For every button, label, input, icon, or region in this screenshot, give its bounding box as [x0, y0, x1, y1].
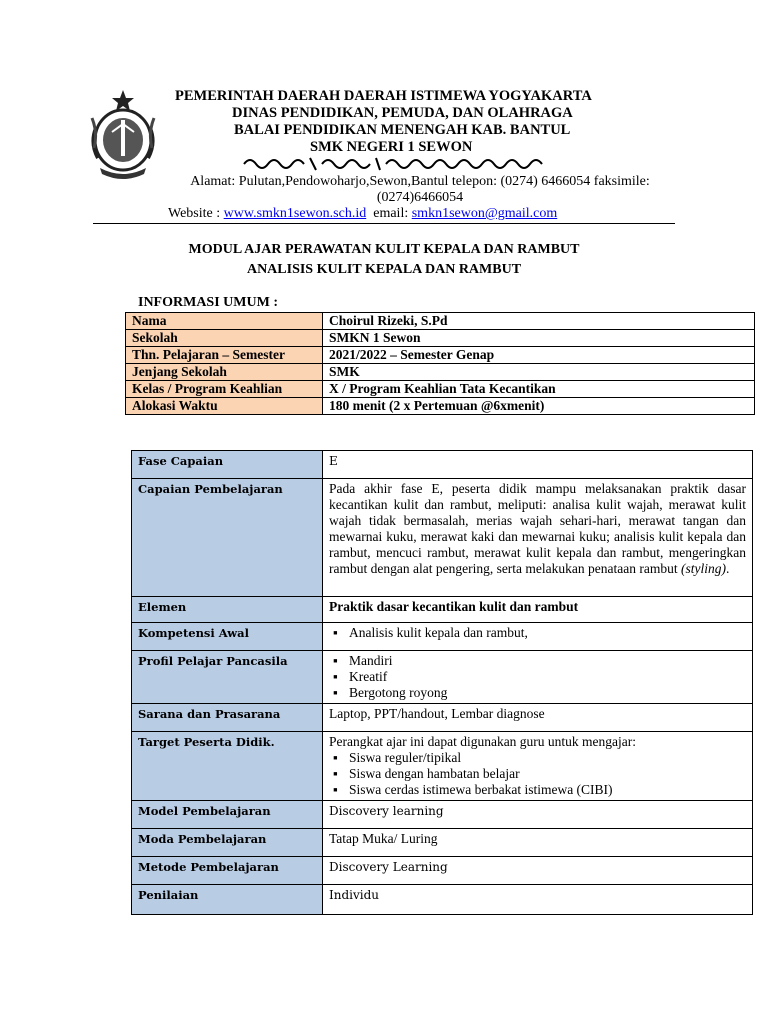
table-row — [132, 451, 753, 479]
moda-key: Moda Pembelajaran — [132, 829, 323, 857]
table-row — [126, 381, 755, 398]
table-row — [132, 623, 753, 651]
general-info-heading: INFORMASI UMUM : — [138, 295, 278, 310]
table-row — [132, 651, 753, 704]
fase-value: E — [323, 451, 753, 479]
moda-value: Tatap Muka/ Luring — [323, 829, 753, 857]
list-item: ▪ Siswa dengan hambatan belajar — [349, 766, 746, 782]
info-key: Sekolah — [126, 330, 323, 347]
elemen-key: Elemen — [132, 597, 323, 623]
table-row — [132, 885, 753, 915]
header-office: BALAI PENDIDIKAN MENENGAH KAB. BANTUL — [234, 122, 571, 138]
table-row — [126, 330, 755, 347]
info-key: Jenjang Sekolah — [126, 364, 323, 381]
header-government: PEMERINTAH DAERAH DAERAH ISTIMEWA YOGYAKARTA — [175, 88, 592, 104]
sarana-key: Sarana dan Prasarana — [132, 704, 323, 732]
table-row — [132, 829, 753, 857]
list-item: ▪ Bergotong royong — [349, 685, 746, 701]
table-row — [126, 347, 755, 364]
table-row — [132, 801, 753, 829]
header-department: DINAS PENDIDIKAN, PEMUDA, DAN OLAHRAGA — [232, 105, 573, 121]
profil-value — [323, 651, 753, 704]
penilaian-key: Penilaian — [132, 885, 323, 915]
metode-value: Discovery Learning — [323, 857, 753, 885]
info-key: Thn. Pelajaran – Semester — [126, 347, 323, 364]
table-row — [126, 313, 755, 330]
capaian-key: Capaian Pembelajaran — [132, 479, 323, 597]
fase-key: Fase Capaian — [132, 451, 323, 479]
model-value: Discovery learning — [323, 801, 753, 829]
penilaian-value: Individu — [323, 885, 753, 915]
email-label: email: — [366, 206, 412, 221]
elemen-value: Praktik dasar kecantikan kulit dan rambut — [323, 597, 753, 623]
module-subtitle: ANALISIS KULIT KEPALA DAN RAMBUT — [246, 262, 522, 277]
table-row — [126, 364, 755, 381]
info-value: SMKN 1 Sewon — [323, 330, 755, 347]
table-row — [132, 597, 753, 623]
email-link[interactable]: smkn1sewon@gmail.com — [411, 206, 558, 221]
target-intro: Perangkat ajar ini dapat digunakan guru untuk mengajar: — [329, 734, 637, 749]
javanese-script-school-name — [240, 154, 550, 172]
info-value: SMK — [323, 364, 755, 381]
learning-details-table — [131, 450, 753, 915]
model-key: Model Pembelajaran — [132, 801, 323, 829]
info-value: Choirul Rizeki, S.Pd — [323, 313, 755, 330]
capaian-text: Pada akhir fase E, peserta didik mampu melaksanakan praktik dasar kecantikan kulit dan rambut, meliputi: analisa kulit wajah, merawat kulit wajah tidak bermasalah, merias wajah sehari-hari, merawat tangan dan mewarnai kuku, merawat kaki dan mewarnai kuku; analisis kulit kepala dan rambut, mencuci rambut, merawat kulit kepala dan rambut, mengeringkan rambut dengan alat pengering, serta melakukan penataan rambut — [329, 481, 746, 576]
list-item: ▪ Kreatif — [349, 669, 746, 685]
website-link[interactable]: www.smkn1sewon.sch.id — [223, 206, 367, 221]
target-key: Target Peserta Didik. — [132, 732, 323, 801]
table-row — [126, 398, 755, 415]
general-info-table — [125, 312, 755, 415]
capaian-value — [323, 479, 753, 597]
list-item: ▪ Analisis kulit kepala dan rambut, — [349, 625, 746, 641]
info-key: Alokasi Waktu — [126, 398, 323, 415]
target-value — [323, 732, 753, 801]
capaian-italic: (styling) — [680, 561, 726, 576]
profil-key: Profil Pelajar Pancasila — [132, 651, 323, 704]
info-key: Nama — [126, 313, 323, 330]
info-value: X / Program Keahlian Tata Kecantikan — [323, 381, 755, 398]
list-item: ▪ Siswa cerdas istimewa berbakat istimewa (CIBI) — [349, 782, 746, 798]
info-key: Kelas / Program Keahlian — [126, 381, 323, 398]
module-title: MODUL AJAR PERAWATAN KULIT KEPALA DAN RAMBUT — [188, 242, 580, 257]
list-item: ▪ Mandiri — [349, 653, 746, 669]
info-value: 180 menit (2 x Pertemuan @6xmenit) — [323, 398, 755, 415]
metode-key: Metode Pembelajaran — [132, 857, 323, 885]
contact-line — [168, 206, 557, 222]
table-row — [132, 857, 753, 885]
capaian-end: . — [725, 561, 730, 576]
sarana-value: Laptop, PPT/handout, Lembar diagnose — [323, 704, 753, 732]
kompetensi-value — [323, 623, 753, 651]
yogyakarta-emblem-logo — [88, 88, 158, 182]
address-line-1: Alamat: Pulutan,Pendowoharjo,Sewon,Bantul telepon: (0274) 6466054 faksimile: — [190, 174, 650, 189]
address-line-2: (0274)6466054 — [376, 190, 464, 205]
table-row — [132, 732, 753, 801]
table-row — [132, 479, 753, 597]
header-school: SMK NEGERI 1 SEWON — [310, 139, 473, 155]
table-row — [132, 704, 753, 732]
kompetensi-key: Kompetensi Awal — [132, 623, 323, 651]
info-value: 2021/2022 – Semester Genap — [323, 347, 755, 364]
list-item: ▪ Siswa reguler/tipikal — [349, 750, 746, 766]
header-divider — [93, 223, 675, 224]
website-label: Website : — [168, 206, 224, 221]
